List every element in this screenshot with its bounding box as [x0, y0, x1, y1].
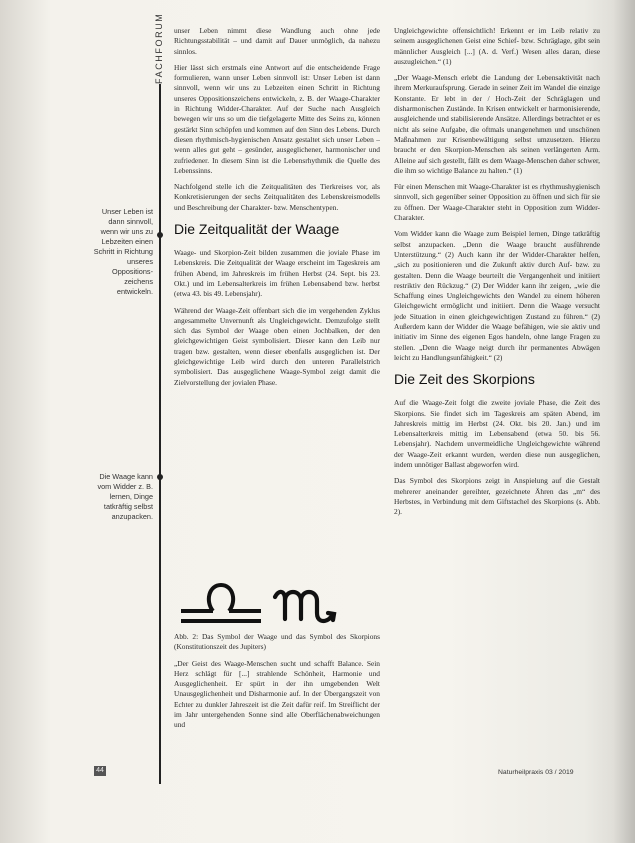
quote-marker-dot: [157, 232, 163, 238]
paragraph: Hier lässt sich erstmals eine Antwort auf die entscheidende Frage formulieren, wann unser Leben sinnvoll ist: Unser Leben ist dann sinnvoll, wenn wir uns zu Lebzeiten einen Schritt in Richtung unseres Oppositionszeichens entwickeln, z. B. der Waage-Charakter in Richtung Widder-Charakter. Auf der Suche nach Ausgleich bewegen wir uns so um die tiefgelagerte Mitte des Seins zu, können gestärkt Sinn schöpfen und kommen auf den Sinn des Lebens. Durch diesen rhythmisch-hygienischen Ansatz gestaltet sich unser Leben – wenn alles gut geht – gesünder, ausgeglichener, harmonischer und zufriedener. In diesem Sinn ist die Lebensrhythmik die Quelle des Lebenssinns.: [174, 62, 380, 175]
paragraph: „Der Geist des Waage-Menschen sucht und schafft Balance. Sein Herz schlägt für [...] strahlende Schönheit, Harmonie und Ausgeglichenheit. Er spürt in der ihn umgebenden Welt Unausgeglichenheit und Disharmonie auf. In der Übergangszeit von Echter zu dunkler Jahreszeit ist die Zeit dafür reif. Im Streiflicht der im Jahr untergehenden Sonne sind alle Oberflächenabweichungen und: [174, 658, 380, 730]
journal-footer: Naturheilpraxis 03 / 2019: [498, 769, 574, 776]
column-rule: [159, 84, 161, 784]
paragraph: Das Symbol des Skorpions zeigt in Anspielung auf die Gestalt mehrerer aneinander gereihter, gezeichnete Ähren das „m“ des Herbstes, in Verbindung mit dem Giftstachel des Skorpions (s. Abb. 2).: [394, 476, 600, 517]
text-column-1-continued: [174, 632, 380, 731]
section-heading-skorpion: Die Zeit des Skorpions: [394, 371, 535, 388]
paragraph: Waage- und Skorpion-Zeit bilden zusammen die joviale Phase im Lebenskreis. Die Zeitqualität der Waage erscheint im Tageskreis am frühen Abend, im Jahreskreis im frühen Herbst (24. Sept. bis 23. Okt.) und im Lebensalterkreis im frühen Lebensabend bzw. herbst (etwa 43. bis 49. Lebensjahr).: [174, 248, 380, 299]
scorpio-symbol-icon: [275, 592, 334, 621]
figure-caption: Abb. 2: Das Symbol der Waage und das Symbol des Skorpions (Konstitutionszeit des Jupiters): [174, 632, 380, 652]
section-label-text: FACHFORUM: [154, 12, 164, 84]
paragraph: „Der Waage-Mensch erlebt die Landung der Lebensaktivität nach ihrem Merkuraufsprung. Gerade in seiner Zeit im Wandel die einzige Konstante. Er lebt in der / Hoch-Zeit der Schräglagen und disharmonischen Zustände. In Krisen entwickelt er harmonisierende, ausgleichende und stabilisierende Ansätze. Allerdings betrachtet er es nicht als seine Aufgabe, die oftmals unangenehmen und unschönen Maßnahmen zur Krisenbewältigung selbst umzusetzen. Hierzu braucht er den Skorpion-Menschen als seinen verlängerten Arm. Alleine auf sich gestellt, fällt es dem Waage-Menschen daher schwer, die ihm so wichtige Balance zu halten.“ (1): [394, 73, 600, 175]
paragraph: Nachfolgend stelle ich die Zeitqualitäten des Tierkreises vor, als Konkretisierungen der sechs Zeitqualitäten des Lebenskreismodells und Beschreibung der Charakter- bzw. Menschentypen.: [174, 182, 380, 212]
section-label: [152, 10, 168, 84]
text-column-1: [174, 26, 380, 394]
paragraph: unser Leben nimmt diese Wandlung auch ohne jede Richtungsstabilität – und damit auf Dauer unmöglich, da nahezu sinnlos.: [174, 26, 380, 56]
page-edge-shadow: [613, 0, 635, 843]
quote-marker-dot: [157, 474, 163, 480]
paragraph: Vom Widder kann die Waage zum Beispiel lernen, Dinge tatkräftig selbst anzupacken. „Denn die Waage braucht ausführende Unterstützung.“ (2) Auch kann ihr der Widder-Charakter helfen, „sich zu positionieren und die Zukunft aktiv durch Auf- bzw. zu gestalten. Denn die Waage beurteilt die Vergangenheit und initiiert restriktiv den Rückzug.“ (2) Der Widder kann ihr zeigen, „wie die Schaffung eines Ungleichgewichts den Wandel zu einem höheren Gleichgewicht ermöglicht und initiiert. Denn die Waage versucht jede Situation in einen gleichgewichtigen Zustand zu führen.“ (2) Außerdem kann der Widder die Waage befähigen, wie sie aktiv und initiativ im Sinne des eigenen Egos handeln, ohne lange Fragen zu stellen. „Denn die Waage neigt durch ihr permanentes Abwägen leicht zu Handlungsunfähigkeit.“ (2): [394, 229, 600, 362]
pull-quote-1: Unser Leben ist dann sinnvoll, wenn wir uns zu Lebzeiten einen Schritt in Richtung unseres Oppositions-zeichens entwickeln.: [93, 207, 153, 296]
libra-scorpio-figure: [171, 577, 361, 627]
paragraph: Für einen Menschen mit Waage-Charakter ist es rhythmushygienisch sinnvoll, sich gegenüber seiner Opposition zu öffnen und sich für sie zu öffnen. Der Waage-Charakter steht in Opposition zum Widder-Charakter.: [394, 182, 600, 223]
paragraph: Auf die Waage-Zeit folgt die zweite joviale Phase, die Zeit des Skorpions. Sie findet sich im Tageskreis am späten Abend, im Jahreskreis mittig im Herbst (24. Okt. bis 20. Jan.) und im Lebensalterkreis mittig im Lebensabend (etwa 50. bis 56. Lebensjahr). Nachdem unvermeidliche Ungleichgewichte während der Waage-Zeit erkannt wurden, werden diese nun ausgeglichen, indem unnötiger Ballast abgeworfen wird.: [394, 398, 600, 469]
paragraph: Während der Waage-Zeit offenbart sich die im vergehenden Zyklus angesammelte Unvernunft als Ungleichgewicht. Demzufolge stellt sich das Symbol der Waage oben einen Jochbalken, der den gleichgewichtigen Geist symbolisiert. Dieser kann den Leib nur tragen bzw. gestalten, wenn dieser ebenfalls ausgeglichen ist. Der gleichgewichtige Leib wird durch den unteren Parallelstrich symbolisiert. Das ausgeglichene Waage-Symbol zeigt damit die Zielvorstellung der jovialen Phase.: [174, 305, 380, 387]
text-column-2: [394, 26, 600, 517]
libra-symbol-icon: [181, 585, 261, 621]
paragraph: Ungleichgewichte offensichtlich! Erkennt er im Leib relativ zu seinem ausgeglichenen Geist eine Schief- bzw. Schräglage, gibt sein männlicher Ausgleich [...] (A. d. Verf.) Wesen alles daran, diese auszugleichen.“ (1): [394, 26, 600, 66]
pull-quote-2: Die Waage kann vom Widder z. B. lernen, Dinge tatkräftig selbst anzupacken.: [97, 472, 153, 521]
page-number: 44: [94, 766, 106, 776]
figure-symbols: [171, 577, 361, 627]
section-heading-waage: Die Zeitqualität der Waage: [174, 221, 340, 238]
